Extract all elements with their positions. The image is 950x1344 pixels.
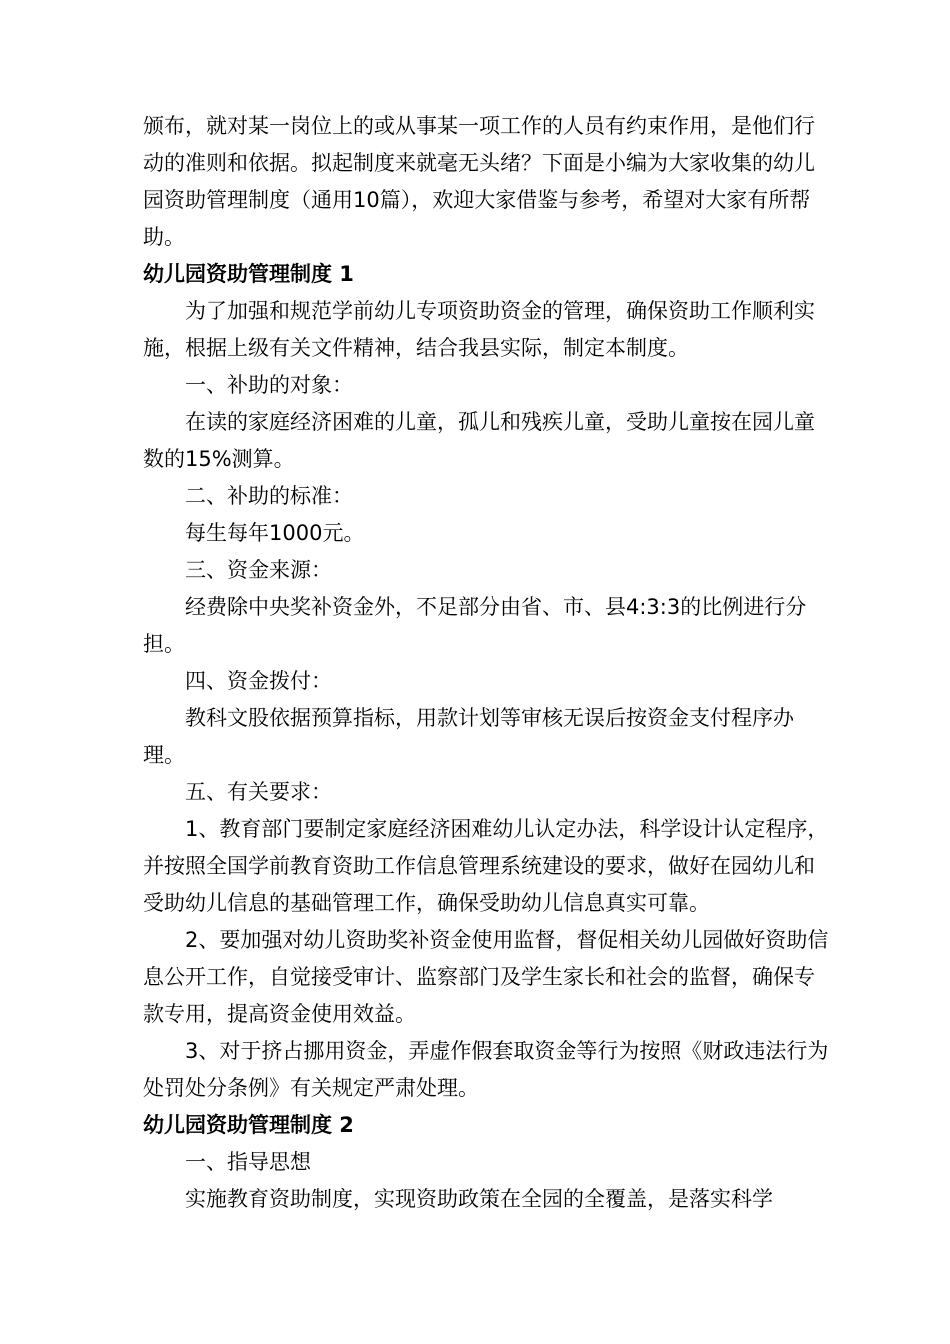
section-2-heading-1: 一、指导思想 [185,1150,311,1174]
section-1-heading-2: 二、补助的标准： [185,484,353,508]
section-1-heading-5: 五、有关要求： [185,780,332,804]
section-1-heading-3: 三、资金来源： [185,558,332,582]
section-1-paragraph-2: 在读的家庭经济困难的儿童，孤儿和残疾儿童，受助儿童按在园儿童数的15%测算。 [143,410,815,471]
section-1-heading-4: 四、资金拨付： [185,669,332,693]
section-1-paragraph-5: 教科文股依据预算指标，用款计划等审核无误后按资金支付程序办理。 [143,706,794,767]
section-1-paragraph-3: 每生每年1000元。 [185,521,365,545]
section-1-paragraph-6: 1、教育部门要制定家庭经济困难幼儿认定办法，科学设计认定程序，并按照全国学前教育资助工作信息管理系统建设的要求，做好在园幼儿和受助幼儿信息的基础管理工作，确保受助幼儿信息真实可靠。 [143,817,829,915]
intro-paragraph: 颁布，就对某一岗位上的或从事某一项工作的人员有约束作用，是他们行动的准则和依据。拟起制度来就毫无头绪？下面是小编为大家收集的幼儿园资助管理制度（通用10篇），欢迎大家借鉴与参考，希望对大家有所帮助。 [143,114,815,249]
section-2-title: 幼儿园资助管理制度 2 [143,1113,354,1137]
section-2-paragraph-1: 实施教育资助制度，实现资助政策在全园的全覆盖，是落实科学 [185,1187,773,1211]
section-1-heading-1: 一、补助的对象： [185,373,353,397]
section-1-paragraph-4: 经费除中央奖补资金外，不足部分由省、市、县4:3:3的比例进行分担。 [143,595,807,656]
section-1-paragraph-7: 2、要加强对幼儿资助奖补资金使用监督，督促相关幼儿园做好资助信息公开工作，自觉接受审计、监察部门及学生家长和社会的监督，确保专款专用，提高资金使用效益。 [143,928,829,1026]
document-body [143,108,835,1218]
section-1-title: 幼儿园资助管理制度 1 [143,262,354,286]
section-1-paragraph-1: 为了加强和规范学前幼儿专项资助资金的管理，确保资助工作顺利实施，根据上级有关文件精神，结合我县实际，制定本制度。 [143,299,815,360]
section-1-paragraph-8: 3、对于挤占挪用资金，弄虚作假套取资金等行为按照《财政违法行为处罚处分条例》有关规定严肃处理。 [143,1039,829,1100]
